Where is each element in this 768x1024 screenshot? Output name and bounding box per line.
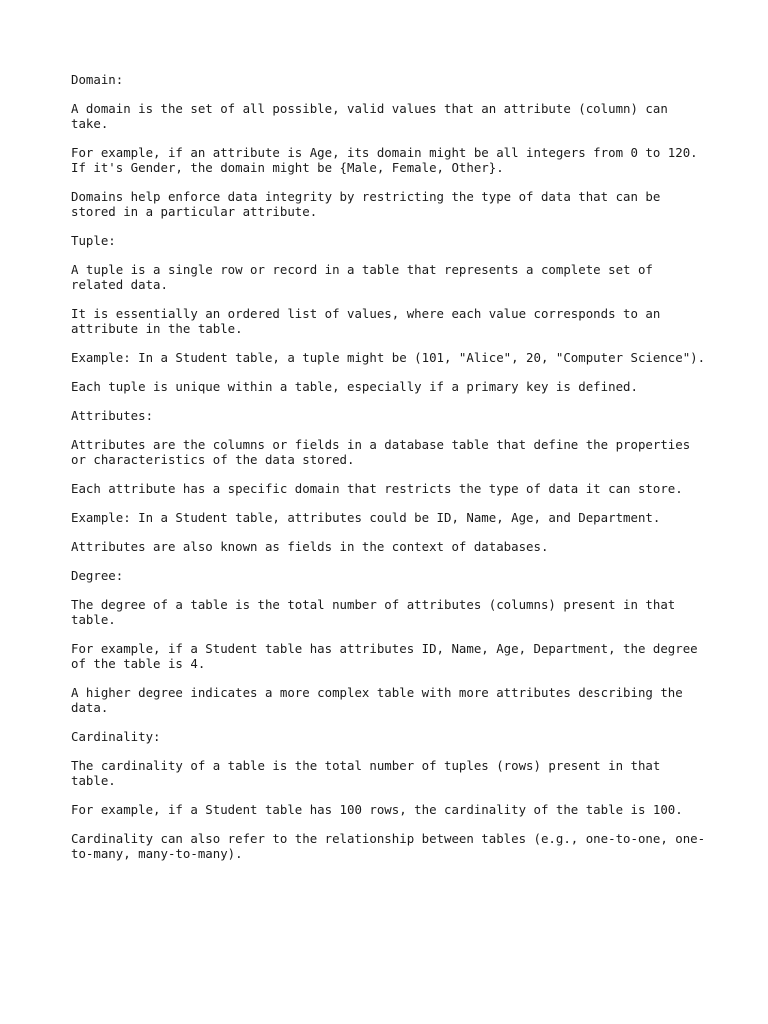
paragraph: Domains help enforce data integrity by restricting the type of data that can be stored in a particular attribute. (71, 189, 661, 219)
section-heading: Tuple: (71, 233, 116, 248)
paragraph: Example: In a Student table, a tuple might be (101, "Alice", 20, "Computer Science"). (71, 350, 706, 365)
document-page (71, 72, 711, 875)
paragraph: The cardinality of a table is the total number of tuples (rows) present in that table. (71, 758, 661, 788)
section-heading: Degree: (71, 568, 124, 583)
section-heading: Attributes: (71, 408, 154, 423)
paragraph: Cardinality can also refer to the relationship between tables (e.g., one-to-one, one-to-many, many-to-many). (71, 831, 706, 861)
paragraph: A domain is the set of all possible, valid values that an attribute (column) can take. (71, 101, 668, 131)
section-heading: Domain: (71, 72, 124, 87)
paragraph: A higher degree indicates a more complex table with more attributes describing the data. (71, 685, 683, 715)
paragraph: Example: In a Student table, attributes could be ID, Name, Age, and Department. (71, 510, 661, 525)
paragraph: Attributes are also known as fields in the context of databases. (71, 539, 549, 554)
paragraph: For example, if a Student table has 100 rows, the cardinality of the table is 100. (71, 802, 683, 817)
section-cardinality (71, 729, 711, 861)
paragraph: A tuple is a single row or record in a table that represents a complete set of related data. (71, 262, 653, 292)
paragraph: For example, if a Student table has attributes ID, Name, Age, Department, the degree of the table is 4. (71, 641, 698, 671)
section-domain (71, 72, 711, 219)
paragraph: It is essentially an ordered list of values, where each value corresponds to an attribute in the table. (71, 306, 661, 336)
paragraph: The degree of a table is the total number of attributes (columns) present in that table. (71, 597, 676, 627)
paragraph: Each attribute has a specific domain that restricts the type of data it can store. (71, 481, 683, 496)
section-attributes (71, 408, 711, 554)
paragraph: Attributes are the columns or fields in a database table that define the properties or characteristics of the data stored. (71, 437, 691, 467)
section-tuple (71, 233, 711, 394)
paragraph: Each tuple is unique within a table, especially if a primary key is defined. (71, 379, 638, 394)
section-degree (71, 568, 711, 715)
paragraph: For example, if an attribute is Age, its domain might be all integers from 0 to 120. If it's Gender, the domain might be {Male, Female, Other}. (71, 145, 698, 175)
section-heading: Cardinality: (71, 729, 161, 744)
